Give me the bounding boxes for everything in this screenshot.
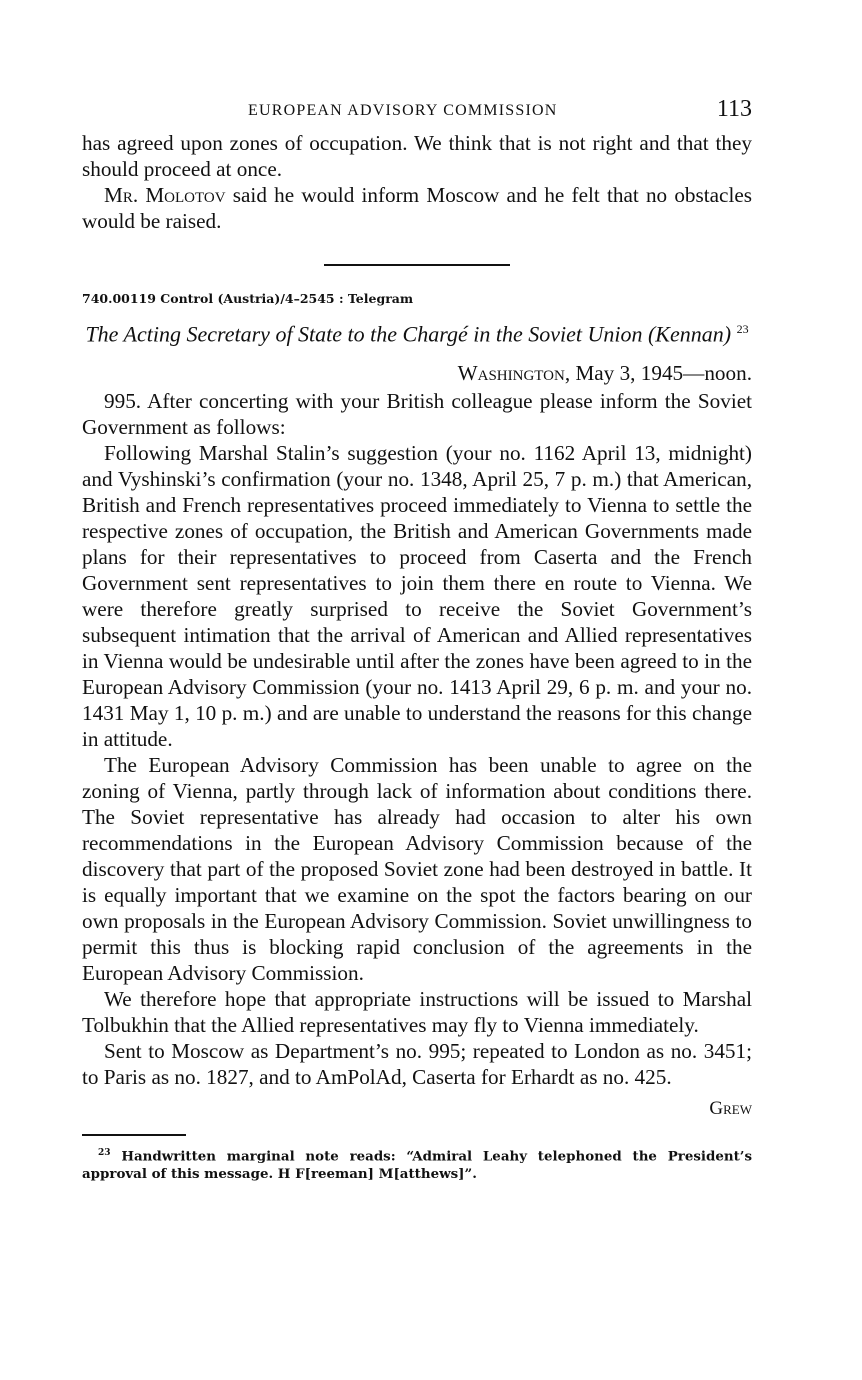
dateline [82,361,752,386]
document-title [82,316,752,347]
footnote-number: 23 [98,1147,111,1158]
dateline-place: Washington [457,361,565,386]
speaker-name: Mr. Molotov [104,183,226,207]
running-title: EUROPEAN ADVISORY COMMISSION [248,102,558,119]
telegram-paragraph: 995. After concerting with your British colleague please inform the Soviet Government as follows: [82,389,752,440]
molotov-text: said he would inform Moscow and he felt that no obstacles would be raised. [82,183,752,233]
document-title-text: The Acting Secretary of State to the Chargé in the Soviet Union (Kennan) [85,321,732,347]
telegram-paragraph: We therefore hope that appropriate instructions will be issued to Marshal Tolbukhin that the Allied representatives may fly to Vienna immediately. [82,987,752,1038]
footnote-text: Handwritten marginal note reads: “Admiral Leahy telephoned the President’s approval of this message. H F[reeman] M[atthews]”. [82,1148,752,1183]
footnote [82,1144,752,1183]
running-head [82,96,752,130]
continuation-paragraph: has agreed upon zones of occupation. We think that is not right and that they should proceed at once. [82,131,752,181]
telegram-paragraph: Sent to Moscow as Department’s no. 995; repeated to London as no. 3451; to Paris as no. 1827, and to AmPolAd, Caserta for Erhardt as no. 425. [82,1039,752,1090]
telegram-paragraph: The European Advisory Commission has been unable to agree on the zoning of Vienna, partly through lack of information about conditions there. The Soviet representative has already had occasion to alter his own recommendations in the European Advisory Commission because of the discovery that part of the proposed Soviet zone had been destroyed in battle. It is equally important that we examine on the spot the factors bearing on our own proposals in the European Advisory Commission. Soviet unwillingness to permit this thus is blocking rapid conclusion of the agreements in the European Advisory Commission. [82,753,752,986]
footnote-divider [82,1134,186,1136]
molotov-paragraph [82,182,752,234]
dateline-date: , May 3, 1945—noon. [564,361,752,386]
title-footnote-ref: 23 [736,322,749,336]
page [82,96,752,1183]
file-reference: 740.00119 Control (Austria)/4–2545 : Telegram [82,291,414,306]
telegram-paragraph: Following Marshal Stalin’s suggestion (your no. 1162 April 13, midnight) and Vyshinski’s confirmation (your no. 1348, April 25, 7 p. m.) that American, British and French representatives proceed immediately to Vienna to settle the respective zones of occupation, the British and American Governments made plans for their representatives to proceed from Caserta and the French Government sent representatives to join them there en route to Vienna. We were therefore greatly surprised to receive the Soviet Government’s subsequent intimation that the arrival of American and Allied representatives in Vienna would be undesirable until after the zones have been agreed to in the European Advisory Commission (your no. 1413 April 29, 6 p. m. and your no. 1431 May 1, 10 p. m.) and are unable to understand the reasons for this change in attitude. [82,441,752,752]
page-number: 113 [716,96,752,122]
section-divider [324,264,510,266]
signature: Grew [709,1098,752,1120]
